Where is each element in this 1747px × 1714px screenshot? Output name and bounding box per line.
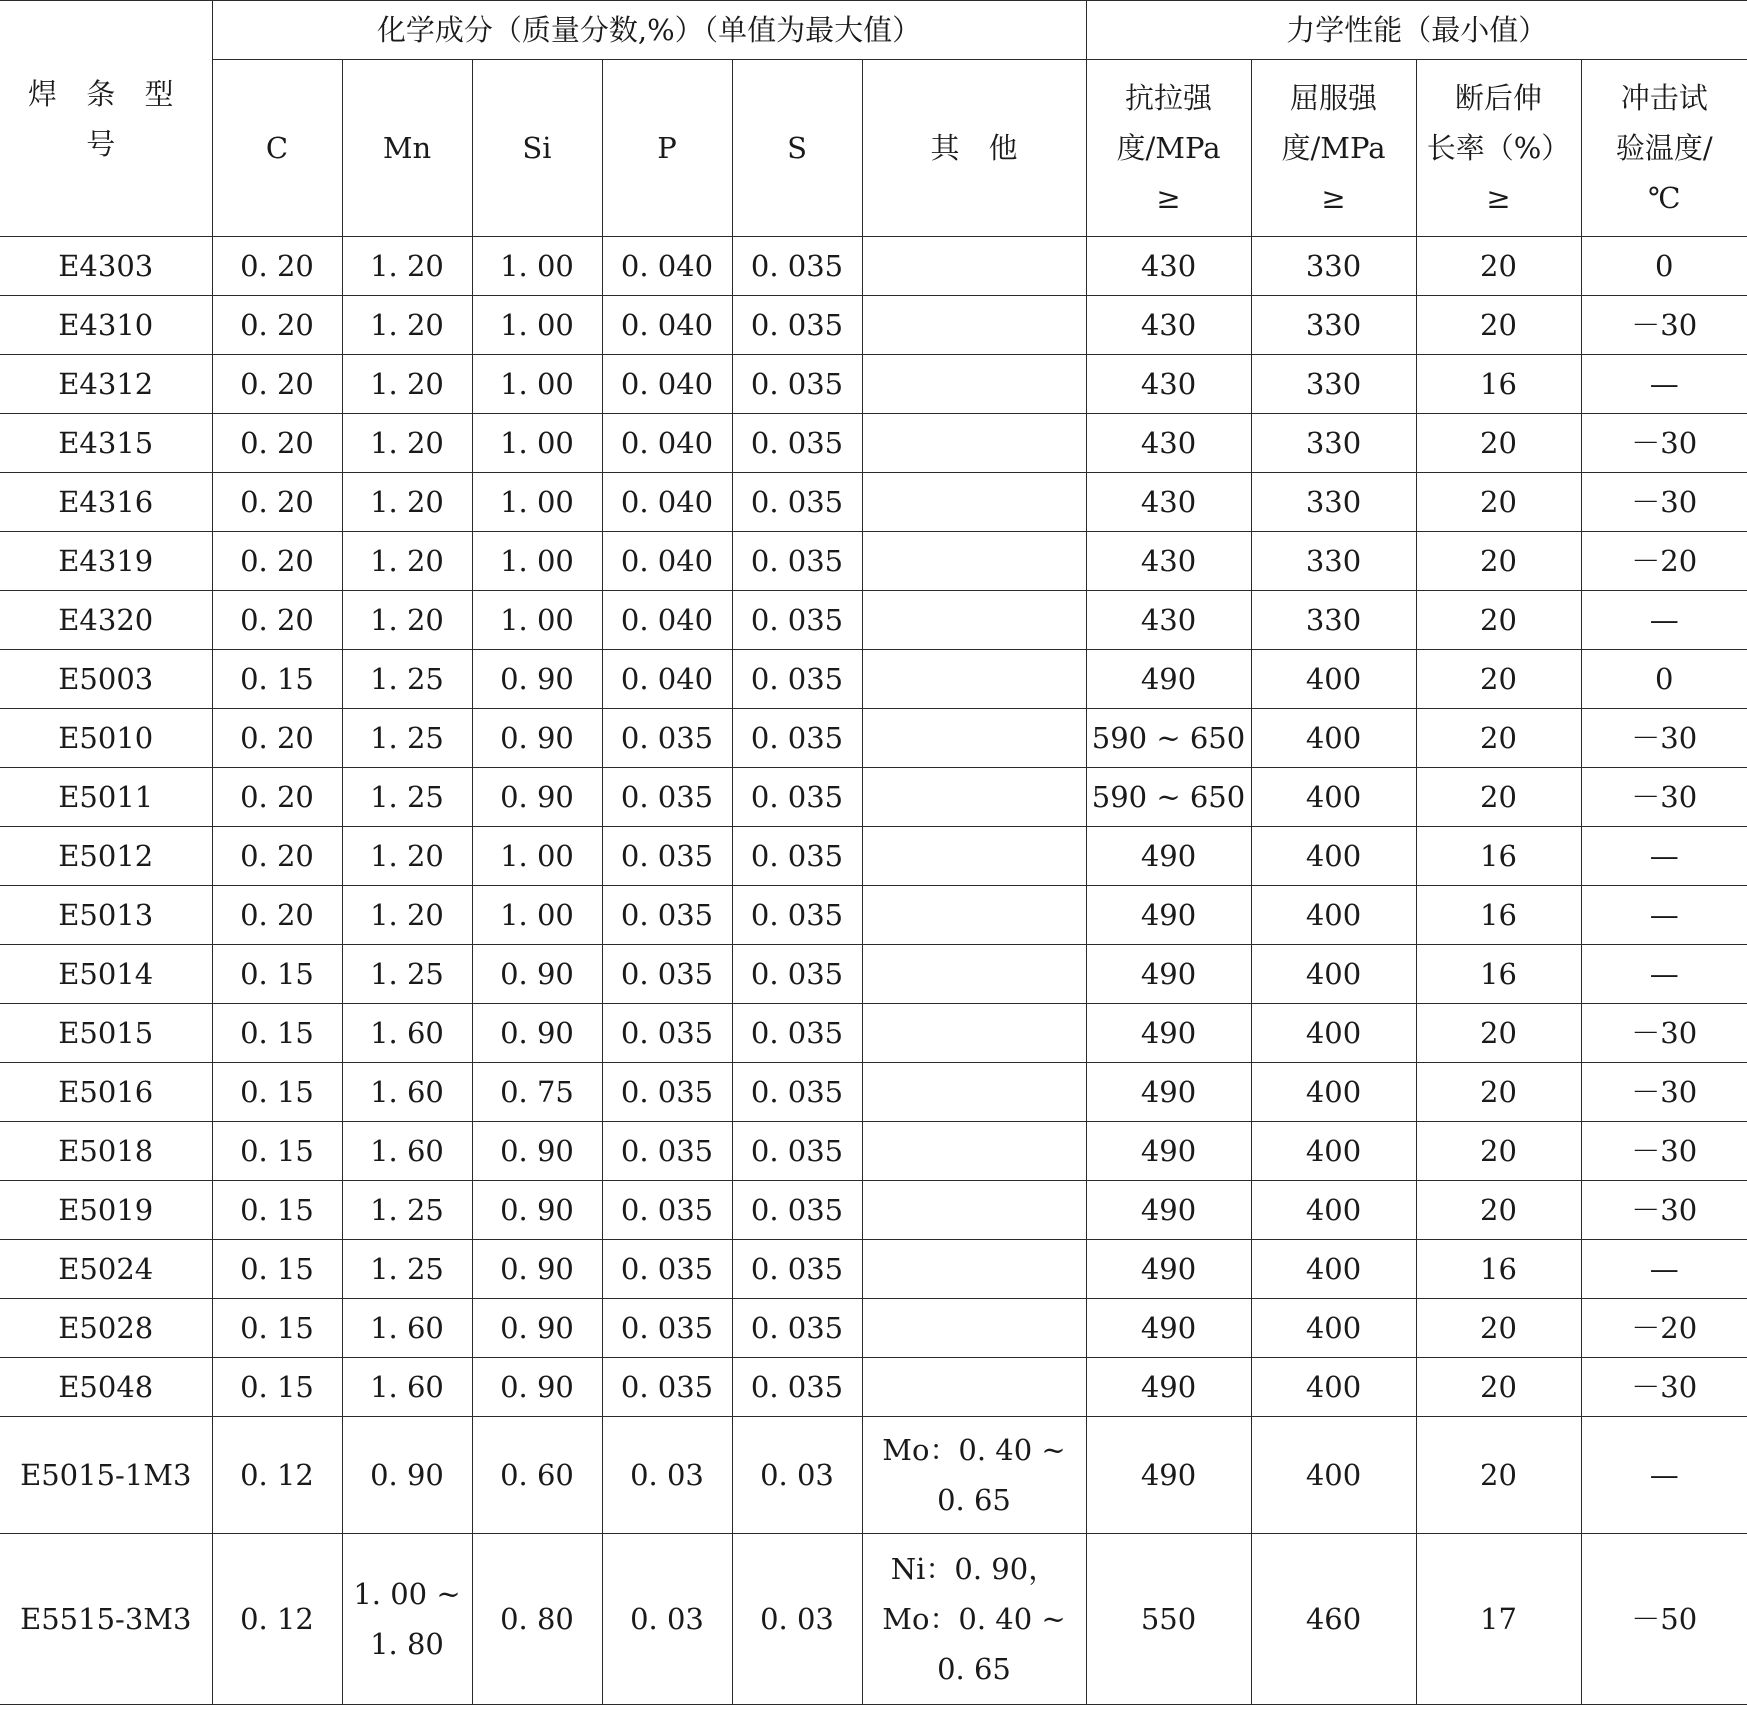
cell-s: 0. 035 <box>732 532 862 591</box>
cell-elongation: 20 <box>1416 1417 1581 1534</box>
cell-s: 0. 035 <box>732 1299 862 1358</box>
cell-si: 0. 90 <box>472 1299 602 1358</box>
cell-tensile: 430 <box>1086 296 1251 355</box>
cell-si: 0. 60 <box>472 1417 602 1534</box>
cell-other: Mo：0. 40 ~ 0. 65 <box>862 1417 1086 1534</box>
cell-s: 0. 035 <box>732 1181 862 1240</box>
cell-yield: 400 <box>1251 1299 1416 1358</box>
cell-model: E4320 <box>0 591 212 650</box>
cell-s: 0. 035 <box>732 591 862 650</box>
cell-tensile: 550 <box>1086 1534 1251 1705</box>
cell-model: E5003 <box>0 650 212 709</box>
table-row <box>0 473 1747 532</box>
cell-other <box>862 591 1086 650</box>
cell-yield: 400 <box>1251 1004 1416 1063</box>
cell-si: 0. 90 <box>472 768 602 827</box>
cell-tensile: 490 <box>1086 827 1251 886</box>
table-row <box>0 1122 1747 1181</box>
cell-elongation: 20 <box>1416 473 1581 532</box>
cell-model: E5019 <box>0 1181 212 1240</box>
cell-other <box>862 1122 1086 1181</box>
cell-yield: 400 <box>1251 1240 1416 1299</box>
header-model: 焊 条 型 号 <box>0 1 212 237</box>
table-row <box>0 1181 1747 1240</box>
cell-mn: 1. 25 <box>342 709 472 768</box>
cell-impact-temp: — <box>1581 886 1747 945</box>
cell-s: 0. 035 <box>732 1358 862 1417</box>
cell-p: 0. 040 <box>602 650 732 709</box>
cell-mn: 1. 20 <box>342 414 472 473</box>
cell-yield: 400 <box>1251 768 1416 827</box>
cell-si: 1. 00 <box>472 473 602 532</box>
cell-mn: 1. 60 <box>342 1004 472 1063</box>
cell-elongation: 16 <box>1416 886 1581 945</box>
cell-s: 0. 03 <box>732 1534 862 1705</box>
cell-mn: 0. 90 <box>342 1417 472 1534</box>
cell-impact-temp: — <box>1581 945 1747 1004</box>
cell-tensile: 490 <box>1086 1122 1251 1181</box>
cell-c: 0. 20 <box>212 237 342 296</box>
cell-elongation: 16 <box>1416 1240 1581 1299</box>
cell-p: 0. 035 <box>602 1299 732 1358</box>
cell-c: 0. 15 <box>212 1181 342 1240</box>
table-row <box>0 414 1747 473</box>
cell-c: 0. 20 <box>212 886 342 945</box>
cell-other <box>862 1358 1086 1417</box>
cell-other <box>862 1181 1086 1240</box>
cell-elongation: 16 <box>1416 827 1581 886</box>
cell-p: 0. 035 <box>602 886 732 945</box>
cell-other <box>862 473 1086 532</box>
header-row-columns <box>0 60 1747 237</box>
header-elongation: 断后伸 长率（%） ≥ <box>1416 60 1581 237</box>
cell-other <box>862 827 1086 886</box>
cell-si: 0. 90 <box>472 945 602 1004</box>
cell-p: 0. 03 <box>602 1534 732 1705</box>
cell-tensile: 430 <box>1086 473 1251 532</box>
cell-yield: 400 <box>1251 1181 1416 1240</box>
cell-p: 0. 035 <box>602 1122 732 1181</box>
cell-c: 0. 15 <box>212 1358 342 1417</box>
cell-si: 0. 90 <box>472 1240 602 1299</box>
cell-tensile: 490 <box>1086 1004 1251 1063</box>
table-row <box>0 650 1747 709</box>
cell-impact-temp: －20 <box>1581 532 1747 591</box>
cell-c: 0. 20 <box>212 473 342 532</box>
cell-c: 0. 15 <box>212 1299 342 1358</box>
cell-other <box>862 1004 1086 1063</box>
cell-si: 1. 00 <box>472 414 602 473</box>
cell-c: 0. 15 <box>212 1004 342 1063</box>
cell-tensile: 490 <box>1086 886 1251 945</box>
cell-s: 0. 035 <box>732 886 862 945</box>
cell-elongation: 20 <box>1416 650 1581 709</box>
cell-s: 0. 035 <box>732 768 862 827</box>
cell-impact-temp: — <box>1581 1417 1747 1534</box>
cell-model: E4303 <box>0 237 212 296</box>
cell-p: 0. 040 <box>602 355 732 414</box>
table-row <box>0 709 1747 768</box>
cell-si: 0. 90 <box>472 650 602 709</box>
cell-mn: 1. 25 <box>342 1181 472 1240</box>
cell-yield: 330 <box>1251 355 1416 414</box>
table-row <box>0 1358 1747 1417</box>
cell-other <box>862 355 1086 414</box>
cell-model: E5011 <box>0 768 212 827</box>
cell-mn: 1. 60 <box>342 1122 472 1181</box>
cell-impact-temp: －30 <box>1581 1358 1747 1417</box>
cell-model: E5015 <box>0 1004 212 1063</box>
cell-mn: 1. 25 <box>342 768 472 827</box>
cell-mn: 1. 60 <box>342 1299 472 1358</box>
cell-p: 0. 040 <box>602 591 732 650</box>
cell-tensile: 430 <box>1086 591 1251 650</box>
cell-impact-temp: －20 <box>1581 1299 1747 1358</box>
cell-p: 0. 040 <box>602 296 732 355</box>
cell-mn: 1. 20 <box>342 591 472 650</box>
table-row <box>0 532 1747 591</box>
cell-model: E5024 <box>0 1240 212 1299</box>
cell-tensile: 490 <box>1086 1358 1251 1417</box>
cell-model: E5048 <box>0 1358 212 1417</box>
cell-mn: 1. 60 <box>342 1063 472 1122</box>
table-row <box>0 296 1747 355</box>
cell-s: 0. 035 <box>732 945 862 1004</box>
cell-model: E5010 <box>0 709 212 768</box>
cell-elongation: 20 <box>1416 296 1581 355</box>
cell-yield: 330 <box>1251 414 1416 473</box>
cell-other <box>862 945 1086 1004</box>
cell-yield: 460 <box>1251 1534 1416 1705</box>
cell-c: 0. 15 <box>212 1063 342 1122</box>
cell-p: 0. 040 <box>602 473 732 532</box>
table-row <box>0 1299 1747 1358</box>
table-row <box>0 1534 1747 1705</box>
cell-elongation: 20 <box>1416 237 1581 296</box>
header-impact-temp: 冲击试 验温度/ ℃ <box>1581 60 1747 237</box>
cell-p: 0. 040 <box>602 414 732 473</box>
cell-c: 0. 20 <box>212 355 342 414</box>
cell-yield: 400 <box>1251 1122 1416 1181</box>
cell-tensile: 490 <box>1086 1240 1251 1299</box>
cell-si: 1. 00 <box>472 886 602 945</box>
cell-tensile: 430 <box>1086 414 1251 473</box>
cell-tensile: 490 <box>1086 1181 1251 1240</box>
cell-other <box>862 296 1086 355</box>
cell-impact-temp: — <box>1581 1240 1747 1299</box>
cell-s: 0. 035 <box>732 237 862 296</box>
cell-mn: 1. 20 <box>342 827 472 886</box>
cell-tensile: 590 ~ 650 <box>1086 709 1251 768</box>
table-row <box>0 591 1747 650</box>
cell-s: 0. 035 <box>732 355 862 414</box>
cell-si: 0. 90 <box>472 1004 602 1063</box>
cell-model: E5014 <box>0 945 212 1004</box>
cell-elongation: 20 <box>1416 709 1581 768</box>
cell-mn: 1. 20 <box>342 886 472 945</box>
table-row <box>0 1240 1747 1299</box>
cell-c: 0. 12 <box>212 1417 342 1534</box>
cell-impact-temp: －30 <box>1581 296 1747 355</box>
cell-s: 0. 035 <box>732 1240 862 1299</box>
cell-s: 0. 035 <box>732 1004 862 1063</box>
cell-impact-temp: －50 <box>1581 1534 1747 1705</box>
cell-p: 0. 035 <box>602 1240 732 1299</box>
cell-c: 0. 20 <box>212 532 342 591</box>
cell-tensile: 490 <box>1086 650 1251 709</box>
cell-yield: 400 <box>1251 709 1416 768</box>
cell-model: E4316 <box>0 473 212 532</box>
header-c: C <box>212 60 342 237</box>
cell-tensile: 430 <box>1086 355 1251 414</box>
cell-c: 0. 20 <box>212 414 342 473</box>
cell-impact-temp: －30 <box>1581 1004 1747 1063</box>
table-row <box>0 827 1747 886</box>
cell-elongation: 20 <box>1416 591 1581 650</box>
cell-mn: 1. 20 <box>342 473 472 532</box>
cell-mn: 1. 60 <box>342 1358 472 1417</box>
cell-yield: 400 <box>1251 886 1416 945</box>
cell-s: 0. 035 <box>732 709 862 768</box>
cell-p: 0. 040 <box>602 237 732 296</box>
cell-elongation: 16 <box>1416 945 1581 1004</box>
cell-yield: 400 <box>1251 945 1416 1004</box>
header-p: P <box>602 60 732 237</box>
cell-tensile: 490 <box>1086 945 1251 1004</box>
cell-s: 0. 035 <box>732 650 862 709</box>
cell-other: Ni：0. 90， Mo：0. 40 ~ 0. 65 <box>862 1534 1086 1705</box>
cell-tensile: 430 <box>1086 532 1251 591</box>
cell-yield: 400 <box>1251 827 1416 886</box>
cell-impact-temp: －30 <box>1581 768 1747 827</box>
cell-si: 1. 00 <box>472 532 602 591</box>
cell-c: 0. 15 <box>212 945 342 1004</box>
cell-mn: 1. 25 <box>342 1240 472 1299</box>
cell-p: 0. 035 <box>602 1358 732 1417</box>
cell-p: 0. 035 <box>602 1063 732 1122</box>
cell-other <box>862 1299 1086 1358</box>
header-si: Si <box>472 60 602 237</box>
cell-p: 0. 03 <box>602 1417 732 1534</box>
table-row <box>0 1063 1747 1122</box>
cell-s: 0. 03 <box>732 1417 862 1534</box>
cell-impact-temp: －30 <box>1581 473 1747 532</box>
cell-elongation: 20 <box>1416 1299 1581 1358</box>
header-row-groups <box>0 1 1747 60</box>
header-s: S <box>732 60 862 237</box>
cell-model: E4310 <box>0 296 212 355</box>
cell-c: 0. 12 <box>212 1534 342 1705</box>
cell-model: E4312 <box>0 355 212 414</box>
cell-yield: 400 <box>1251 1063 1416 1122</box>
cell-c: 0. 15 <box>212 650 342 709</box>
cell-c: 0. 20 <box>212 768 342 827</box>
cell-other <box>862 1063 1086 1122</box>
cell-tensile: 490 <box>1086 1417 1251 1534</box>
cell-si: 1. 00 <box>472 296 602 355</box>
cell-mn: 1. 25 <box>342 650 472 709</box>
cell-elongation: 17 <box>1416 1534 1581 1705</box>
cell-si: 1. 00 <box>472 591 602 650</box>
cell-yield: 330 <box>1251 296 1416 355</box>
cell-impact-temp: －30 <box>1581 1122 1747 1181</box>
cell-si: 0. 90 <box>472 709 602 768</box>
cell-p: 0. 035 <box>602 1181 732 1240</box>
header-yield: 屈服强 度/MPa ≥ <box>1251 60 1416 237</box>
table-row <box>0 886 1747 945</box>
cell-si: 1. 00 <box>472 355 602 414</box>
cell-yield: 400 <box>1251 650 1416 709</box>
cell-p: 0. 035 <box>602 1004 732 1063</box>
table-row <box>0 1004 1747 1063</box>
cell-c: 0. 20 <box>212 591 342 650</box>
cell-model: E5515-3M3 <box>0 1534 212 1705</box>
cell-impact-temp: －30 <box>1581 1063 1747 1122</box>
cell-elongation: 20 <box>1416 414 1581 473</box>
cell-s: 0. 035 <box>732 296 862 355</box>
cell-s: 0. 035 <box>732 414 862 473</box>
cell-model: E5012 <box>0 827 212 886</box>
cell-impact-temp: －30 <box>1581 709 1747 768</box>
cell-si: 1. 00 <box>472 827 602 886</box>
cell-model: E5018 <box>0 1122 212 1181</box>
cell-elongation: 20 <box>1416 532 1581 591</box>
cell-other <box>862 650 1086 709</box>
cell-elongation: 20 <box>1416 1122 1581 1181</box>
cell-mn: 1. 00 ~ 1. 80 <box>342 1534 472 1705</box>
cell-si: 0. 75 <box>472 1063 602 1122</box>
cell-mn: 1. 20 <box>342 532 472 591</box>
cell-model: E4319 <box>0 532 212 591</box>
cell-s: 0. 035 <box>732 1063 862 1122</box>
cell-impact-temp: — <box>1581 355 1747 414</box>
cell-tensile: 430 <box>1086 237 1251 296</box>
cell-mn: 1. 25 <box>342 945 472 1004</box>
cell-other <box>862 532 1086 591</box>
cell-s: 0. 035 <box>732 1122 862 1181</box>
cell-c: 0. 20 <box>212 296 342 355</box>
cell-p: 0. 035 <box>602 945 732 1004</box>
cell-si: 0. 80 <box>472 1534 602 1705</box>
header-tensile: 抗拉强 度/MPa ≥ <box>1086 60 1251 237</box>
cell-yield: 330 <box>1251 591 1416 650</box>
cell-tensile: 590 ~ 650 <box>1086 768 1251 827</box>
cell-impact-temp: — <box>1581 827 1747 886</box>
cell-s: 0. 035 <box>732 473 862 532</box>
header-mn: Mn <box>342 60 472 237</box>
table-row <box>0 237 1747 296</box>
cell-s: 0. 035 <box>732 827 862 886</box>
cell-yield: 330 <box>1251 473 1416 532</box>
table-body <box>0 237 1747 1705</box>
cell-other <box>862 709 1086 768</box>
table-row <box>0 945 1747 1004</box>
cell-other <box>862 768 1086 827</box>
cell-si: 1. 00 <box>472 237 602 296</box>
cell-yield: 330 <box>1251 237 1416 296</box>
cell-impact-temp: 0 <box>1581 237 1747 296</box>
cell-model: E4315 <box>0 414 212 473</box>
cell-p: 0. 035 <box>602 709 732 768</box>
cell-si: 0. 90 <box>472 1358 602 1417</box>
cell-elongation: 20 <box>1416 1004 1581 1063</box>
cell-yield: 330 <box>1251 532 1416 591</box>
cell-mn: 1. 20 <box>342 237 472 296</box>
cell-impact-temp: －30 <box>1581 1181 1747 1240</box>
header-other: 其 他 <box>862 60 1086 237</box>
cell-impact-temp: 0 <box>1581 650 1747 709</box>
cell-other <box>862 414 1086 473</box>
cell-si: 0. 90 <box>472 1181 602 1240</box>
header-chem-group: 化学成分（质量分数,%）（单值为最大值） <box>212 1 1086 60</box>
cell-yield: 400 <box>1251 1358 1416 1417</box>
cell-impact-temp: －30 <box>1581 414 1747 473</box>
cell-tensile: 490 <box>1086 1063 1251 1122</box>
cell-model: E5028 <box>0 1299 212 1358</box>
cell-other <box>862 886 1086 945</box>
cell-p: 0. 040 <box>602 532 732 591</box>
cell-c: 0. 20 <box>212 709 342 768</box>
cell-c: 0. 15 <box>212 1122 342 1181</box>
cell-c: 0. 15 <box>212 1240 342 1299</box>
table-row <box>0 768 1747 827</box>
cell-other <box>862 1240 1086 1299</box>
cell-p: 0. 035 <box>602 827 732 886</box>
cell-elongation: 20 <box>1416 1063 1581 1122</box>
cell-model: E5015-1M3 <box>0 1417 212 1534</box>
cell-tensile: 490 <box>1086 1299 1251 1358</box>
cell-elongation: 16 <box>1416 355 1581 414</box>
table-row <box>0 1417 1747 1534</box>
cell-other <box>862 237 1086 296</box>
cell-p: 0. 035 <box>602 768 732 827</box>
cell-si: 0. 90 <box>472 1122 602 1181</box>
cell-mn: 1. 20 <box>342 296 472 355</box>
table-row <box>0 355 1747 414</box>
cell-impact-temp: — <box>1581 591 1747 650</box>
cell-mn: 1. 20 <box>342 355 472 414</box>
cell-elongation: 20 <box>1416 1181 1581 1240</box>
cell-model: E5013 <box>0 886 212 945</box>
cell-elongation: 20 <box>1416 768 1581 827</box>
cell-yield: 400 <box>1251 1417 1416 1534</box>
cell-model: E5016 <box>0 1063 212 1122</box>
header-mech-group: 力学性能（最小值） <box>1086 1 1747 60</box>
cell-c: 0. 20 <box>212 827 342 886</box>
cell-elongation: 20 <box>1416 1358 1581 1417</box>
